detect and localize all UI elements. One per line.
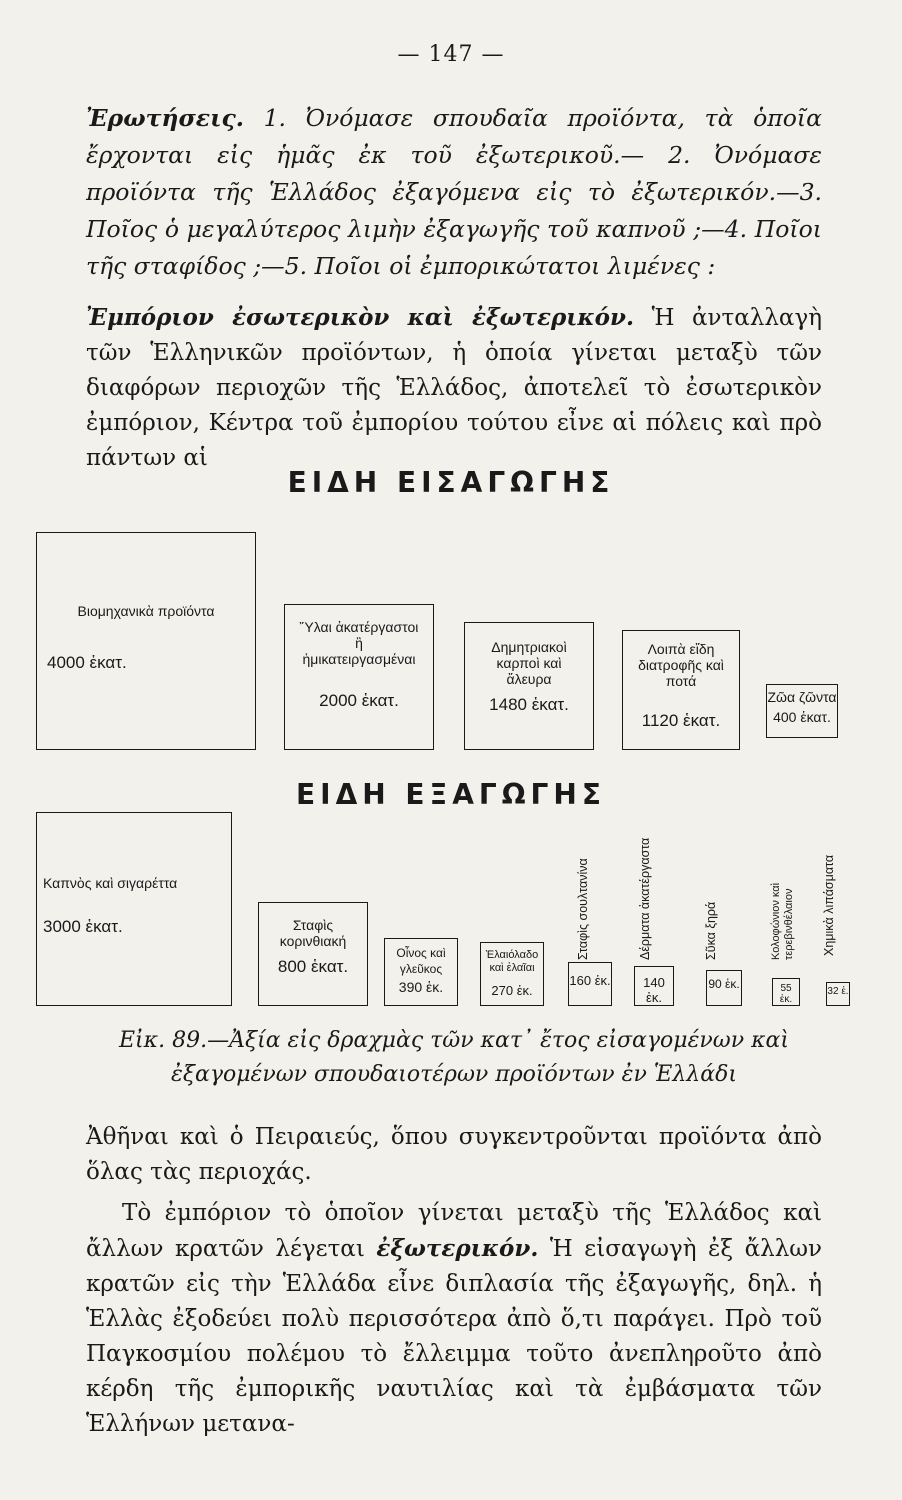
review-questions xyxy=(86,100,822,285)
paragraph-lead: Ἐμπόριον ἐσωτερικὸν καὶ ἐξωτερικόν. xyxy=(86,304,634,331)
import-box-value: 400 ἑκατ. xyxy=(773,709,831,725)
export-box xyxy=(634,966,674,1006)
export-box xyxy=(36,812,232,1006)
paragraph-text-a: Τὸ ἐμπόριον τὸ ὁποῖον γίνεται μεταξὺ τῆς Ἑλλάδος καὶ ἄλλων κρατῶν λέγεται xyxy=(86,1200,822,1262)
questions-text: 1. Ὀνόμασε σπουδαῖα προϊόντα, τὰ ὁποῖα ἔρχονται εἰς ἡμᾶς ἐκ τοῦ ἐξωτερικοῦ.— 2. Ὀνόμασε προϊόντα τῆς Ἑλλάδος ἐξαγόμενα εἰς τὸ ἐξωτερικόν.—3. Ποῖος ὁ μεγαλύτερος λιμὴν ἐξαγωγῆς τοῦ καπνοῦ ;—4. Ποῖοι τῆς σταφίδος ;—5. Ποῖοι οἱ ἐμπορικώτατοι λιμένες : xyxy=(86,104,822,280)
export-box-value: 55 ἑκ. xyxy=(779,983,793,1005)
export-box-value: 800 ἑκατ. xyxy=(277,957,349,976)
export-box-label: Ἐλαιόλαδο καὶ ἐλαῖαι xyxy=(485,949,539,974)
paragraph-text: Ἡ ἀνταλλαγὴ τῶν Ἑλληνικῶν προϊόντων, ἡ ὁποία γίνεται μεταξὺ τῶν διαφόρων περιοχῶν τῆς Ἑλλάδος, ἀποτελεῖ τὸ ἐσωτερικὸν ἐμπόριον, Κέντρα τοῦ ἐμπορίου τούτου εἶνε αἱ πόλεις καὶ πρὸ πάντων αἱ xyxy=(86,305,822,471)
export-box xyxy=(772,978,800,1006)
import-box-label: Βιομηχανικὰ προϊόντα xyxy=(77,603,215,619)
export-box xyxy=(480,942,544,1006)
import-box-label: Δημητριακοὶ καρποὶ καὶ ἄλευρα xyxy=(491,639,567,687)
import-box-label: Ζῶα ζῶντα xyxy=(767,689,837,705)
import-box-label: Ὕλαι ἀκατέργαστοι ἢ ἡμικατειργασμέναι xyxy=(299,619,419,667)
paragraph-emphasis: ἐξωτερικόν. xyxy=(376,1235,539,1262)
export-box-label: Καπνὸς καὶ σιγαρέττα xyxy=(43,875,178,891)
paragraph-external-trade xyxy=(86,1196,822,1442)
export-vertical-label: Δέρματα ἀκατέργαστα xyxy=(638,837,652,960)
export-box-label: Οἶνος καὶ γλεῦκος xyxy=(396,946,446,976)
import-box xyxy=(36,532,256,750)
export-box-value: 32 ἑ. xyxy=(827,986,849,997)
paragraph-athens: Ἀθῆναι καὶ ὁ Πειραιεύς, ὅπου συγκεντροῦνται προϊόντα ἀπὸ ὅλας τὰς περιοχάς. xyxy=(86,1124,822,1185)
paragraph-text-b: Ἡ εἰσαγωγὴ ἐξ ἄλλων κρατῶν εἰς τὴν Ἑλλάδα εἶνε διπλασία τῆς ἐξαγωγῆς, δηλ. ἡ Ἑλλὰς ἐξοδεύει πολὺ περισσότερα ἀπὸ ὅ,τι παράγει. Πρὸ τοῦ Παγκοσμίου πολέμου τὸ ἔλλειμμα τοῦτο ἀνεπληροῦτο ἀπὸ κέρδη τῆς ἐμπορικῆς ναυτιλίας καὶ τὰ ἐμβάσματα τῶν Ἑλλήνων μετανα- xyxy=(86,1236,823,1437)
export-box xyxy=(258,902,368,1006)
import-box-value: 2000 ἑκατ. xyxy=(319,691,399,710)
imports-heading: ΕΙΔΗ ΕΙΣΑΓΩΓΗΣ xyxy=(287,466,615,499)
export-vertical-label: Σταφὶς σουλτανίνα xyxy=(576,858,590,960)
import-box xyxy=(284,604,434,750)
export-box xyxy=(384,938,458,1006)
page-number: — 147 — xyxy=(397,42,505,67)
export-box-value: 390 ἑκ. xyxy=(398,979,444,995)
figure-caption xyxy=(86,1024,822,1092)
import-box-value: 4000 ἑκατ. xyxy=(47,653,127,672)
export-vertical-label: Σῦκα ξηρά xyxy=(704,901,718,960)
import-box-label: Λοιπὰ εἴδη διατροφῆς καὶ ποτά xyxy=(638,641,724,689)
export-box-value: 140 ἑκ. xyxy=(643,975,665,1005)
import-box xyxy=(766,684,838,738)
export-box-value: 90 ἑκ. xyxy=(708,977,740,991)
export-vertical-label: Χημικὰ λιπάσματα xyxy=(822,854,836,956)
export-vertical-label: Κολοφώνιον καὶ τερεβινθέλαιον xyxy=(770,882,795,960)
export-box xyxy=(568,962,612,1006)
import-box xyxy=(622,630,740,750)
export-box xyxy=(706,970,742,1006)
figure-number: Εἰκ. 89. xyxy=(118,1028,208,1053)
paragraph-trade-intro xyxy=(86,300,822,476)
export-box xyxy=(826,982,850,1006)
export-box-label: Σταφὶς κορινθιακή xyxy=(279,917,347,949)
questions-label: Ἐρωτήσεις. xyxy=(86,104,244,132)
export-box-value: 160 ἑκ. xyxy=(569,973,611,988)
figure-caption-text: —Ἀξία εἰς δραχμὰς τῶν κατ᾽ ἔτος εἰσαγομένων καὶ ἐξαγομένων σπουδαιοτέρων προϊόντων ἐν Ἑλλάδι xyxy=(171,1028,789,1087)
exports-heading: ΕΙΔΗ ΕΞΑΓΩΓΗΣ xyxy=(296,778,606,811)
export-box-value: 3000 ἑκατ. xyxy=(43,917,123,936)
import-box-value: 1480 ἑκατ. xyxy=(489,695,569,714)
import-box-value: 1120 ἑκατ. xyxy=(641,711,721,730)
import-box xyxy=(464,622,594,750)
export-box-value: 270 ἑκ. xyxy=(491,983,533,998)
